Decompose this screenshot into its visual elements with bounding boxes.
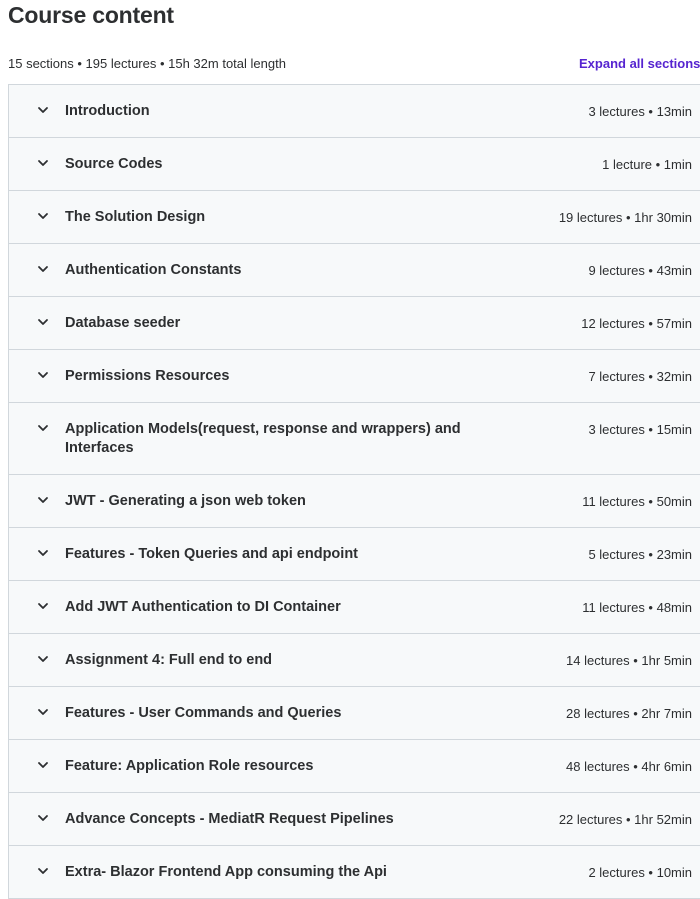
section-title: Database seeder xyxy=(65,315,181,331)
section-title: Extra- Blazor Frontend App consuming the Api xyxy=(65,864,387,880)
section-title: Permissions Resources xyxy=(65,368,230,384)
section-row[interactable] xyxy=(9,85,700,138)
section-row[interactable] xyxy=(9,793,700,846)
section-meta: 3 lectures • 15min xyxy=(588,422,692,437)
chevron-down-icon xyxy=(36,209,50,223)
section-row[interactable] xyxy=(9,350,700,403)
chevron-down-icon xyxy=(36,599,50,613)
section-row[interactable] xyxy=(9,634,700,687)
section-meta: 5 lectures • 23min xyxy=(588,547,692,562)
chevron-down-icon xyxy=(36,421,50,435)
chevron-down-icon xyxy=(36,758,50,772)
section-meta: 19 lectures • 1hr 30min xyxy=(558,210,692,225)
section-row[interactable] xyxy=(9,244,700,297)
page-title: Course content xyxy=(8,2,174,28)
section-title: Application Models(request, response and wrappers) and Interfaces xyxy=(65,421,461,456)
chevron-down-icon xyxy=(36,864,50,878)
chevron-down-icon xyxy=(36,811,50,825)
expand-all-sections-button[interactable]: Expand all sections xyxy=(579,56,700,71)
section-meta: 11 lectures • 48min xyxy=(582,600,692,615)
section-meta: 9 lectures • 43min xyxy=(588,263,692,278)
section-row[interactable] xyxy=(9,475,700,528)
course-summary: 15 sections • 195 lectures • 15h 32m total length xyxy=(8,56,286,71)
section-meta: 28 lectures • 2hr 7min xyxy=(566,706,692,721)
section-title: The Solution Design xyxy=(65,209,206,225)
course-summary-row xyxy=(8,53,700,75)
chevron-down-icon xyxy=(36,315,50,329)
section-list xyxy=(8,84,700,899)
section-title: JWT - Generating a json web token xyxy=(65,493,306,509)
chevron-down-icon xyxy=(36,493,50,507)
section-meta: 22 lectures • 1hr 52min xyxy=(558,812,692,827)
chevron-down-icon xyxy=(36,262,50,276)
section-meta: 48 lectures • 4hr 6min xyxy=(566,759,692,774)
section-meta: 7 lectures • 32min xyxy=(588,369,692,384)
section-title: Add JWT Authentication to DI Container xyxy=(65,599,341,615)
chevron-down-icon xyxy=(36,103,50,117)
section-title: Features - Token Queries and api endpoint xyxy=(65,546,359,562)
section-row[interactable] xyxy=(9,138,700,191)
section-title: Feature: Application Role resources xyxy=(65,758,314,774)
chevron-down-icon xyxy=(36,546,50,560)
chevron-down-icon xyxy=(36,156,50,170)
section-meta: 3 lectures • 13min xyxy=(588,104,692,119)
chevron-down-icon xyxy=(36,368,50,382)
chevron-down-icon xyxy=(36,705,50,719)
section-meta: 11 lectures • 50min xyxy=(582,494,692,509)
section-meta: 14 lectures • 1hr 5min xyxy=(566,653,692,668)
section-row[interactable] xyxy=(9,191,700,244)
section-title: Features - User Commands and Queries xyxy=(65,705,342,721)
section-title: Assignment 4: Full end to end xyxy=(65,652,273,668)
section-meta: 2 lectures • 10min xyxy=(588,865,692,880)
chevron-down-icon xyxy=(36,652,50,666)
section-title: Authentication Constants xyxy=(65,262,242,278)
section-meta: 1 lecture • 1min xyxy=(602,157,692,172)
section-row[interactable] xyxy=(9,740,700,793)
section-row[interactable] xyxy=(9,846,700,899)
section-title: Introduction xyxy=(65,103,150,119)
section-row[interactable] xyxy=(9,528,700,581)
section-row[interactable] xyxy=(9,581,700,634)
section-meta: 12 lectures • 57min xyxy=(581,316,692,331)
section-row[interactable] xyxy=(9,297,700,350)
section-title: Source Codes xyxy=(65,156,163,172)
section-row[interactable] xyxy=(9,403,700,475)
section-row[interactable] xyxy=(9,687,700,740)
section-title: Advance Concepts - MediatR Request Pipelines xyxy=(65,811,394,827)
